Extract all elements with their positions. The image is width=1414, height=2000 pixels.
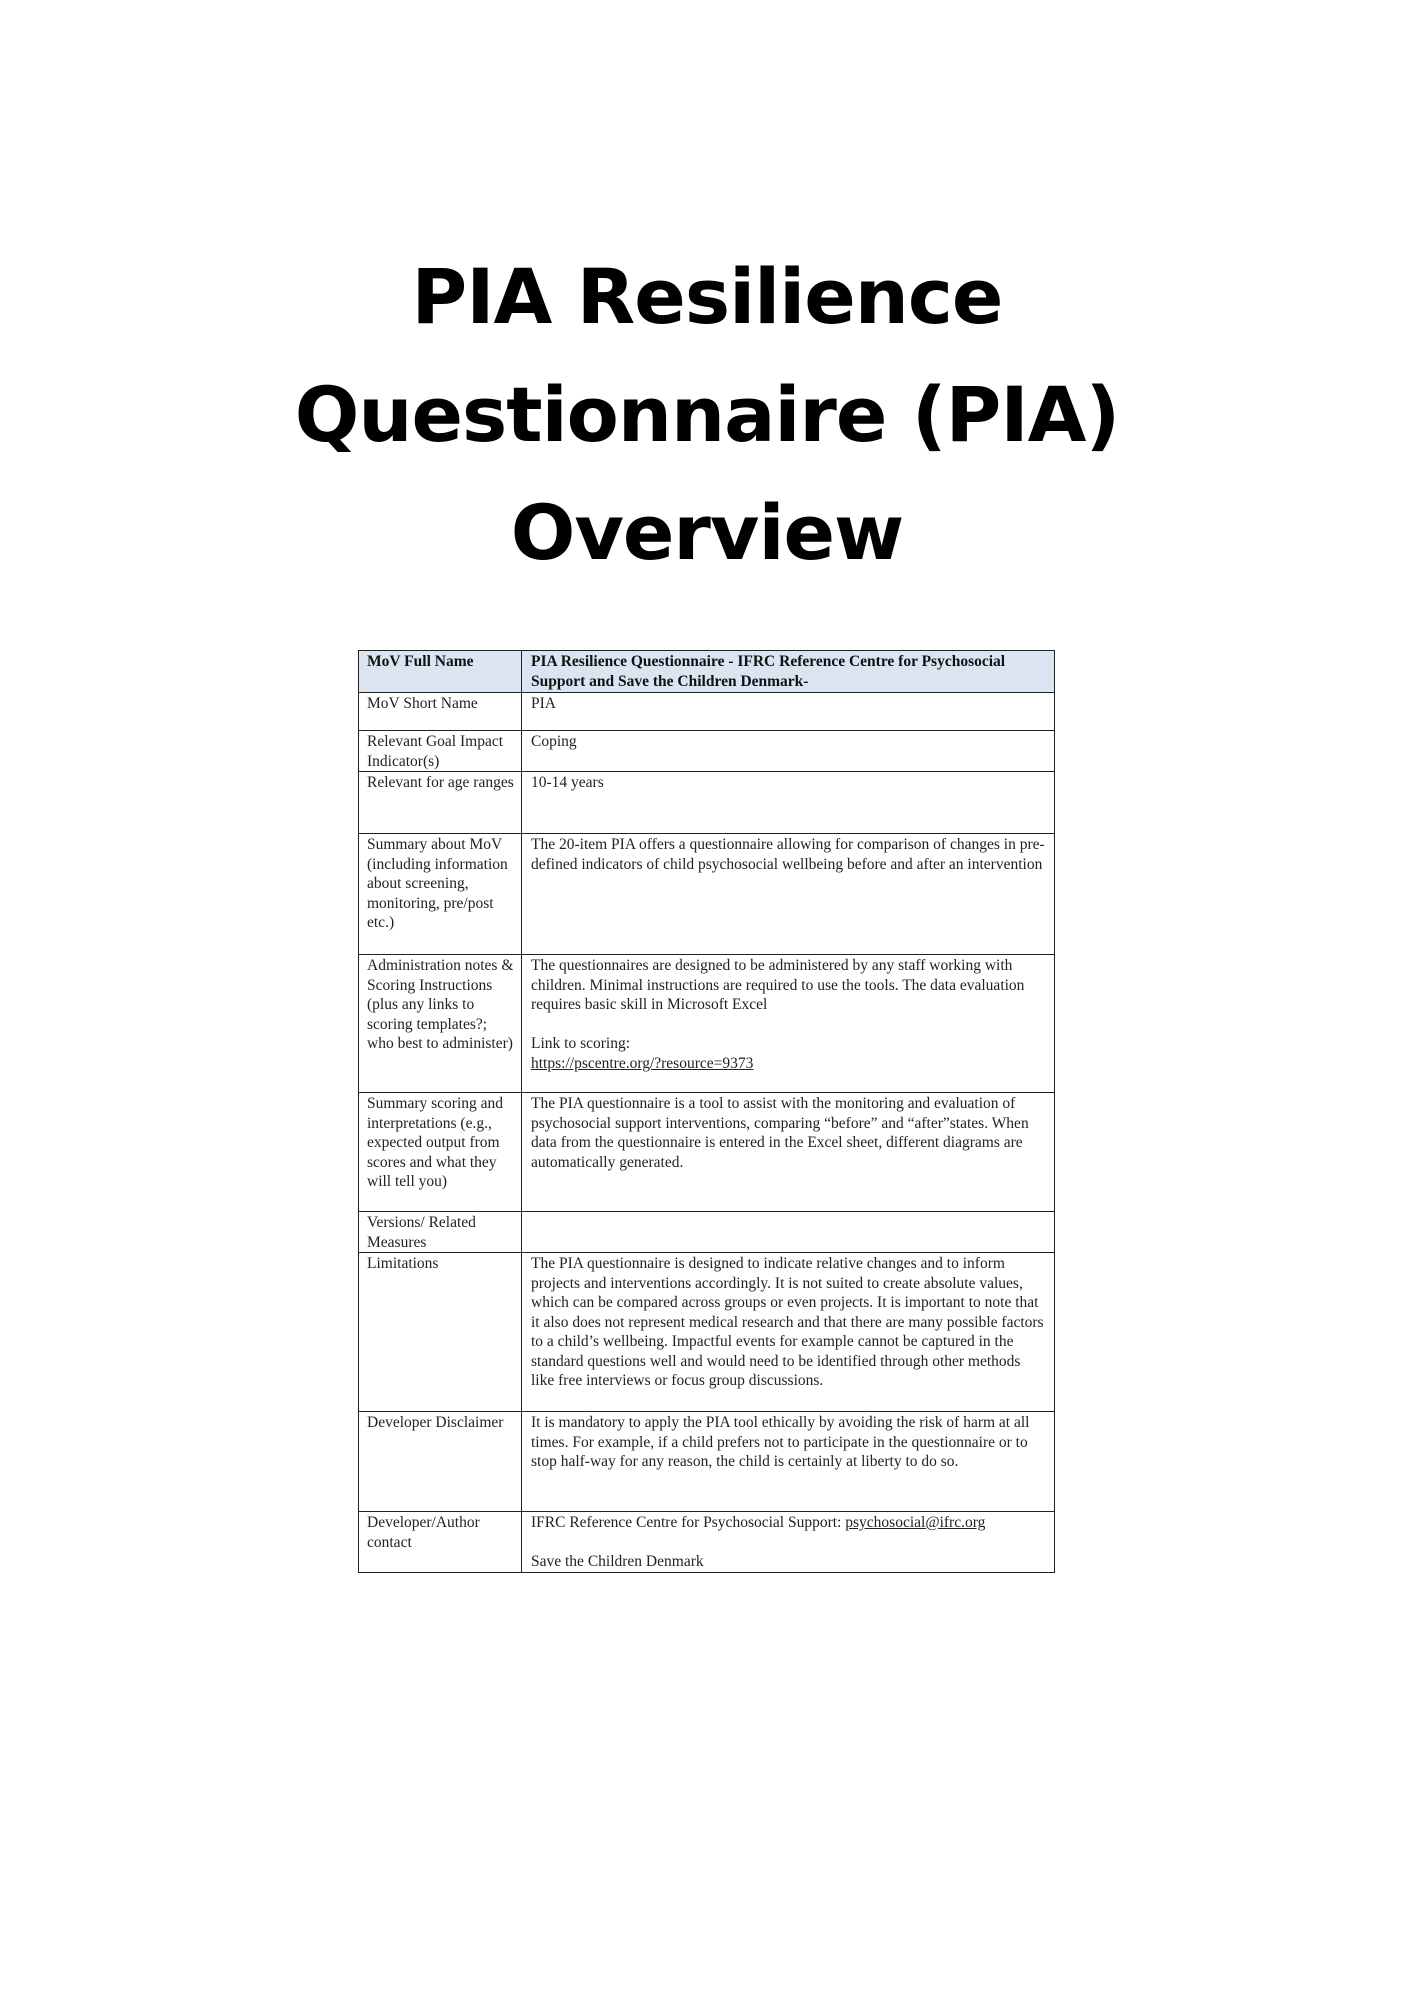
table-row-goal-indicator (359, 731, 1055, 772)
table-row-disclaimer (359, 1412, 1055, 1512)
contact-email-link[interactable]: psychosocial@ifrc.org (845, 1514, 986, 1531)
table-row-summary (359, 834, 1055, 955)
row-key: Relevant Goal Impact Indicator(s) (359, 731, 522, 772)
row-value: It is mandatory to apply the PIA tool ethically by avoiding the risk of harm at all times. For example, if a child prefers not to participate in the questionnaire or to stop half-way for any reason, the child is certainly at liberty to do so. (522, 1412, 1055, 1512)
table-row-contact (359, 1512, 1055, 1573)
scoring-link-label: Link to scoring: (531, 1035, 631, 1052)
row-value: PIA Resilience Questionnaire - IFRC Reference Centre for Psychosocial Support and Save the Children Denmark- (522, 651, 1055, 693)
mov-overview-table (358, 650, 1055, 1573)
row-key: Developer/Author contact (359, 1512, 522, 1573)
row-key: Developer Disclaimer (359, 1412, 522, 1512)
scoring-link[interactable]: https://pscentre.org/?resource=9373 (531, 1054, 754, 1072)
row-value (522, 1212, 1055, 1253)
contact-org: IFRC Reference Centre for Psychosocial Support: (531, 1514, 846, 1531)
table-row-limitations (359, 1253, 1055, 1412)
table-row-summary-scoring (359, 1093, 1055, 1212)
table-row-administration (359, 955, 1055, 1093)
title-line-3: Overview (510, 488, 904, 577)
title-line-2: Questionnaire (PIA) (294, 370, 1120, 459)
admin-text: The questionnaires are designed to be administered by any staff working with children. Minimal instructions are required to use the tools. The data evaluation requires basic skill in Microsoft Excel (531, 957, 1025, 1013)
row-value: The PIA questionnaire is designed to indicate relative changes and to inform projects and interventions accordingly. It is not suited to create absolute values, which can be compared across groups or even projects. It is important to note that it also does not represent medical research and that there are many possible factors to a child’s wellbeing. Impactful events for example cannot be captured in the standard questions well and would need to be identified through other methods like free interviews or focus group discussions. (522, 1253, 1055, 1412)
row-key: Administration notes & Scoring Instructions (plus any links to scoring templates?; who best to administer) (359, 955, 522, 1093)
title-line-1: PIA Resilience (411, 252, 1003, 341)
row-value (522, 955, 1055, 1093)
table-row-versions (359, 1212, 1055, 1253)
row-key: Summary scoring and interpretations (e.g., expected output from scores and what they will tell you) (359, 1093, 522, 1212)
row-key: MoV Full Name (359, 651, 522, 693)
row-value: The PIA questionnaire is a tool to assist with the monitoring and evaluation of psychosocial support interventions, comparing “before” and “after”states. When data from the questionnaire is entered in the Excel sheet, different diagrams are automatically generated. (522, 1093, 1055, 1212)
table-row-age-ranges (359, 772, 1055, 834)
row-key: Versions/ Related Measures (359, 1212, 522, 1253)
row-value (522, 1512, 1055, 1573)
row-value: 10-14 years (522, 772, 1055, 834)
row-value: The 20-item PIA offers a questionnaire allowing for comparison of changes in pre-defined indicators of child psychosocial wellbeing before and after an intervention (522, 834, 1055, 955)
row-key: Summary about MoV (including information about screening, monitoring, pre/post etc.) (359, 834, 522, 955)
table-row-full-name (359, 651, 1055, 693)
row-key: MoV Short Name (359, 693, 522, 731)
row-key: Limitations (359, 1253, 522, 1412)
contact-org-2: Save the Children Denmark (531, 1553, 704, 1570)
table-row-short-name (359, 693, 1055, 731)
row-value: PIA (522, 693, 1055, 731)
row-key: Relevant for age ranges (359, 772, 522, 834)
page-title (0, 238, 1414, 592)
row-value: Coping (522, 731, 1055, 772)
